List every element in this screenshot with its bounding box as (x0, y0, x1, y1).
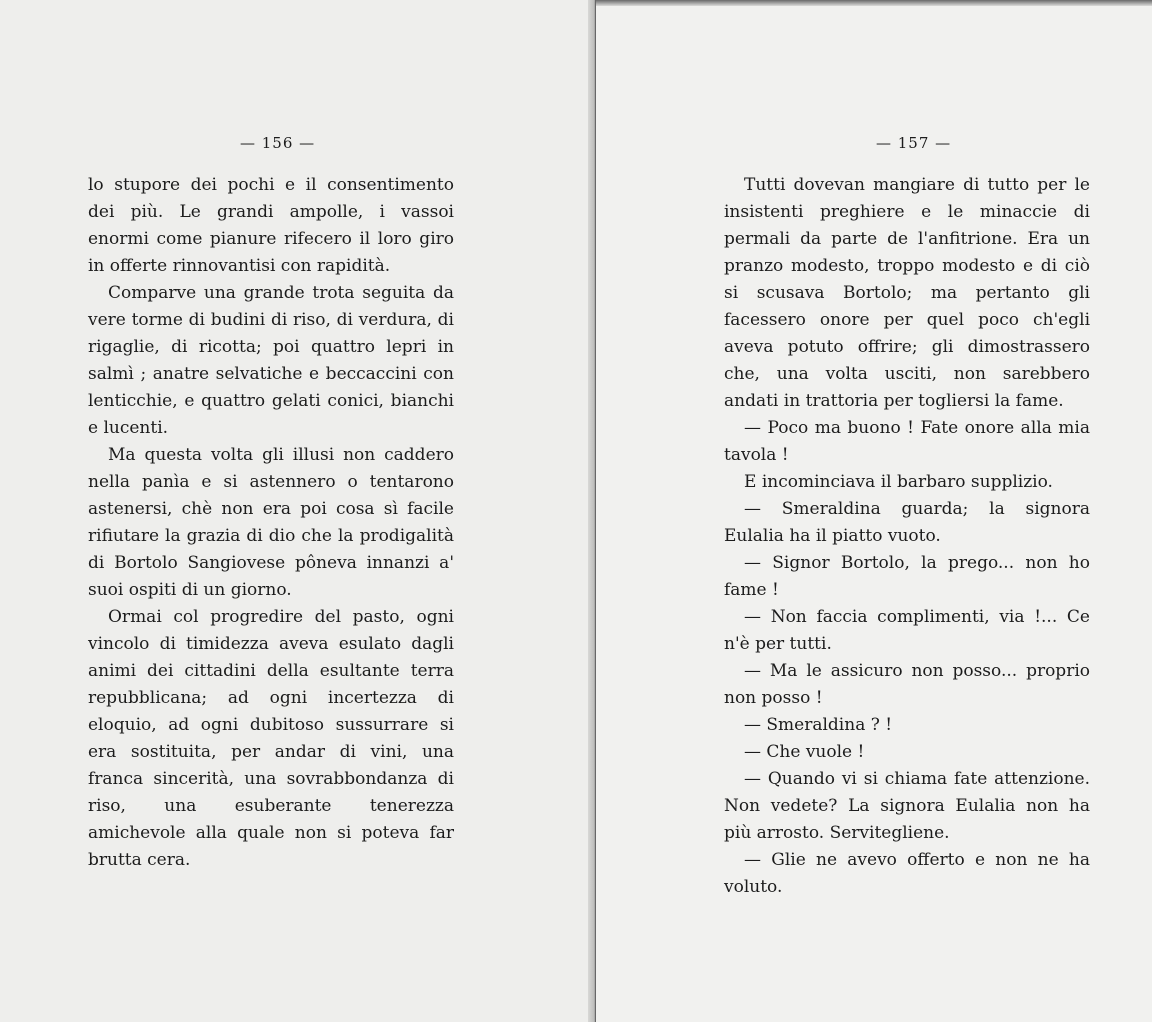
page-number: — 157 — (876, 134, 952, 152)
paragraph: Ma questa volta gli illusi non caddero nella panìa e si astennero o tentarono astenersi, chè non era poi cosa sì facile rifiutare la grazia di dio che la prodigalità di Bortolo Sangiovese pôneva innanzi a' suoi ospiti di un giorno. (88, 445, 454, 600)
page-top-shadow (596, 0, 1152, 6)
paragraph: Ormai col progredire del pasto, ogni vincolo di timidezza aveva esulato dagli animi dei cittadini della esultante terra repubblicana; ad ogni incertezza di eloquio, ad ogni dubitoso sussurrare si era sostituita, per andar di vini, una franca sincerità, una sovrabbondanza di riso, una esuberante tenerezza amichevole alla quale non si poteva far brutta cera. (88, 607, 454, 870)
paragraph: — Signor Bortolo, la prego... non ho fame ! (724, 553, 1090, 600)
page-body (88, 172, 454, 874)
paragraph: — Che vuole ! (744, 742, 865, 762)
paragraph: Comparve una grande trota seguita da vere torme di budini di riso, di verdura, di rigaglie, di ricotta; poi quattro lepri in salmì ; anatre selvatiche e beccaccini con lenticchie, e quattro gelati conici, bianchi e lucenti. (88, 283, 454, 438)
paragraph: — Quando vi si chiama fate attenzione. Non vedete? La signora Eulalia non ha più arrosto. Servitegliene. (724, 769, 1090, 843)
paragraph: E incominciava il barbaro supplizio. (744, 472, 1053, 492)
paragraph: — Glie ne avevo offerto e non ne ha voluto. (724, 850, 1090, 897)
paragraph: — Ma le assicuro non posso... proprio non posso ! (724, 661, 1090, 708)
page-number: — 156 — (240, 134, 316, 152)
paragraph: lo stupore dei pochi e il consentimento dei più. Le grandi ampolle, i vassoi enormi come pianure rifecero il loro giro in offerte rinnovantisi con rapidità. (88, 175, 454, 276)
paragraph: — Non faccia complimenti, via !... Ce n'è per tutti. (724, 607, 1090, 654)
paragraph: Tutti dovevan mangiare di tutto per le insistenti preghiere e le minaccie di permali da parte de l'anfitrione. Era un pranzo modesto, troppo modesto e di ciò si scusava Bortolo; ma pertanto gli facessero onore per quel poco ch'egli aveva potuto offrire; gli dimostrassero che, una volta usciti, non sarebbero andati in trattoria per togliersi la fame. (724, 175, 1090, 411)
paragraph: — Smeraldina guarda; la signora Eulalia ha il piatto vuoto. (724, 499, 1090, 546)
right-page (596, 0, 1152, 1022)
paragraph: — Smeraldina ? ! (744, 715, 893, 735)
page-body (724, 172, 1090, 901)
paragraph: — Poco ma buono ! Fate onore alla mia tavola ! (724, 418, 1090, 465)
